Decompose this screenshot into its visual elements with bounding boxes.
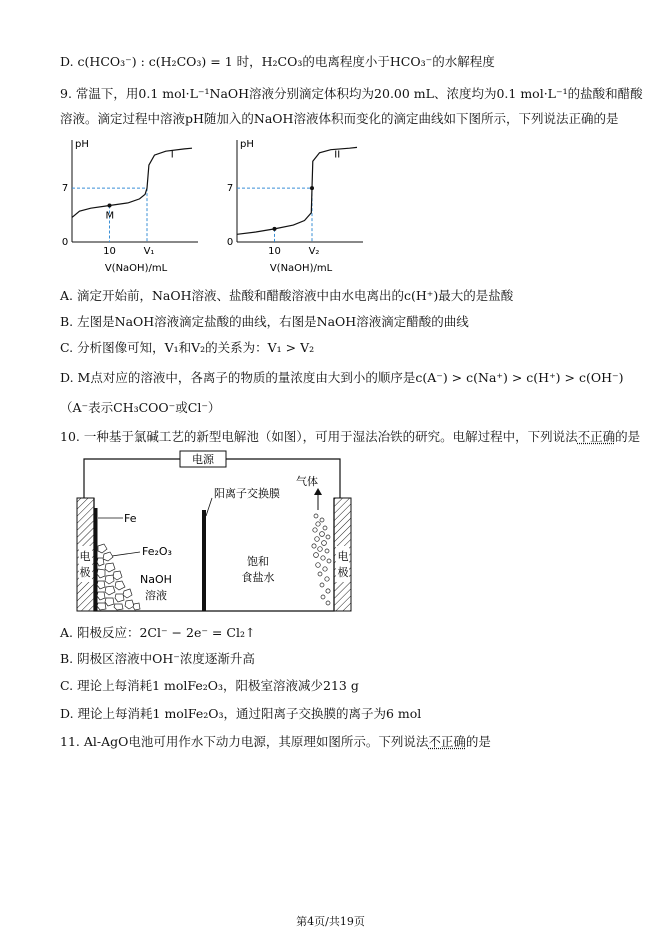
naoh-label-2: 溶液 [145,589,167,602]
fe2o3-particles [97,544,140,610]
titration-chart-right [227,139,363,274]
q8-option-d: D. c(HCO₃⁻) : c(H₂CO₃) = 1 时，H₂CO₃的电离程度小于HCO₃⁻的水解程度 [60,54,495,69]
membrane-label: 阳离子交换膜 [214,487,280,500]
q10-stem: 10. 一种基于氯碱工艺的新型电解池（如图），可用于湿法冶铁的研究。电解过程中，下列说法不正确的是 [60,429,641,444]
titration-charts [55,132,375,276]
y-tick-label-0: 0 [226,237,234,248]
q10-emphasis: 不正确 [577,429,616,444]
electrolysis-diagram [60,448,360,618]
q9-option-b: B. 左图是NaOH溶液滴定盐酸的曲线，右图是NaOH溶液滴定醋酸的曲线 [60,314,469,329]
electrode-left-label-2: 极 [79,566,91,579]
q9-option-d: D. M点对应的溶液中，各离子的物质的量浓度由大到小的顺序是c(A⁻) > c(Na⁺) > c(H⁺) > c(OH⁻) [60,370,624,385]
x-axis-label: V(NaOH)/mL [104,263,168,274]
q10-option-d: D. 理论上每消耗1 molFe₂O₃，通过阳离子交换膜的离子为6 mol [60,706,422,721]
electrode-right-label-2: 极 [337,566,349,579]
q10-option-a: A. 阳极反应：2Cl⁻ − 2e⁻ = Cl₂↑ [60,625,256,640]
titration-chart-left [62,139,198,274]
q10-option-c: C. 理论上每消耗1 molFe₂O₃，阳极室溶液减少213 g [60,678,359,693]
y-tick-label-7: 7 [226,183,234,195]
x-axis-label: V(NaOH)/mL [269,263,333,274]
q8-formula: c(HCO₃⁻) : c(H₂CO₃) = 1 [77,54,233,69]
q9-stem-line1: 9. 常温下，用0.1 mol·L⁻¹NaOH溶液分别滴定体积均为20.00 mL、浓度均为0.1 mol·L⁻¹的盐酸和醋酸 [60,86,643,101]
y-tick-label-7: 7 [61,183,69,195]
y-axis-label: pH [240,139,254,150]
page-footer: 第4页/共19页 [296,915,365,928]
wire-left [84,459,180,498]
y-tick-label-0: 0 [61,237,69,248]
naoh-label-1: NaOH [140,573,172,586]
titration-curve-I [72,148,192,217]
q11-stem: 11. Al-AgO电池可用作水下动力电源，其原理如图所示。下列说法不正确的是 [60,734,491,749]
q9-stem-line2: 溶液。滴定过程中溶液pH随加入的NaOH溶液体积而变化的滴定曲线如下图所示，下列说法正确的是 [60,111,619,126]
titration-curve-II [237,147,357,234]
brine-label-1: 饱和 [247,555,269,568]
x-tick-label-10: 10 [268,246,281,257]
brine-label-2: 食盐水 [241,571,275,584]
curve-label: II [334,149,341,161]
y-axis-label: pH [75,139,89,150]
gas-bubbles [312,514,331,605]
equivalence-point [310,186,314,190]
q11-emphasis: 不正确 [428,734,466,749]
electrode-right-label-1: 电 [337,550,349,563]
q9-note: （A⁻表示CH₃COO⁻或Cl⁻） [60,400,221,415]
x-tick-label-v: V₂ [308,246,320,257]
gas-label: 气体 [296,475,318,488]
marked-point [273,227,277,231]
curve-label: I [170,149,174,161]
power-source-label: 电源 [192,453,214,466]
q10-option-b: B. 阴极区溶液中OH⁻浓度逐渐升高 [60,651,255,666]
x-tick-label-10: 10 [103,246,116,257]
electrode-left-label-1: 电 [79,550,91,563]
gas-arrow-head [314,488,322,495]
fe-label: Fe [124,512,137,525]
fe2o3-label: Fe₂O₃ [142,545,172,558]
q9-option-a: A. 滴定开始前，NaOH溶液、盐酸和醋酸溶液中由水电离出的c(H⁺)最大的是盐酸 [60,288,514,303]
cation-exchange-membrane [202,510,206,611]
x-tick-label-v: V₁ [143,246,155,257]
marked-point [108,203,112,207]
point-label-M: M [105,210,115,222]
q9-option-c: C. 分析图像可知，V₁和V₂的关系为：V₁ > V₂ [60,340,315,355]
